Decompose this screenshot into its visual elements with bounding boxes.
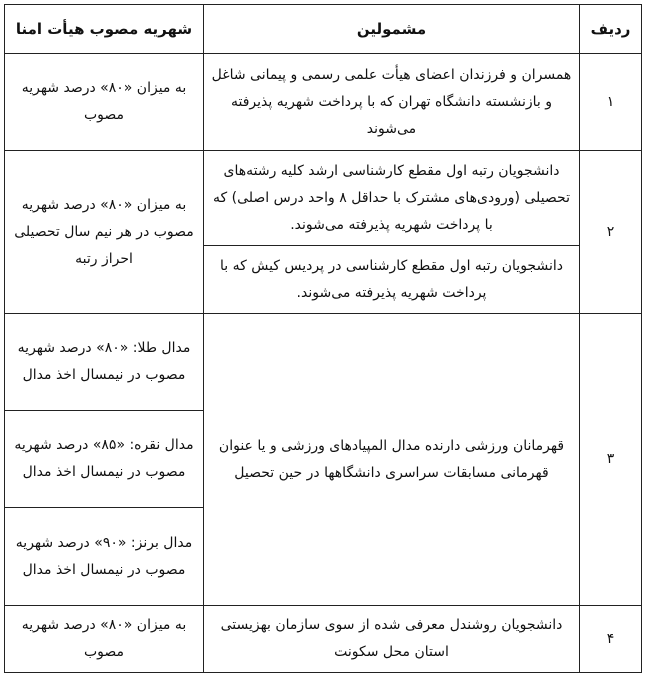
tuition-cell: به میزان «۸۰» درصد شهریه مصوب xyxy=(5,54,204,151)
tuition-discount-table xyxy=(4,4,642,673)
tuition-cell-silver: مدال نقره: «۸۵» درصد شهریه مصوب در نیمسال اخذ مدال xyxy=(5,411,204,508)
tuition-cell: به میزان «۸۰» درصد شهریه مصوب xyxy=(5,606,204,673)
table-row xyxy=(5,54,642,151)
row-index: ۲ xyxy=(580,151,642,314)
tuition-cell-bronze: مدال برنز: «۹۰» درصد شهریه مصوب در نیمسال اخذ مدال xyxy=(5,508,204,606)
row-index: ۳ xyxy=(580,314,642,606)
header-index: ردیف xyxy=(580,5,642,54)
eligible-cell: دانشجویان رتبه اول مقطع کارشناسی ارشد کلیه رشته‌های تحصیلی (ورودی‌های مشترک با حداقل ۸ واحد درس اصلی) که با پرداخت شهریه پذیرفته می‌شوند. xyxy=(204,151,580,246)
table-row xyxy=(5,314,642,411)
table-row xyxy=(5,151,642,246)
row-index: ۱ xyxy=(580,54,642,151)
eligible-cell: همسران و فرزندان اعضای هیأت علمی رسمی و پیمانی شاغل و بازنشسته دانشگاه تهران که با پرداخت شهریه پذیرفته می‌شوند xyxy=(204,54,580,151)
eligible-cell: دانشجویان روشندل معرفی شده از سوی سازمان بهزیستی استان محل سکونت xyxy=(204,606,580,673)
eligible-cell: قهرمانان ورزشی دارنده مدال المپیادهای ورزشی و یا عنوان قهرمانی مسابقات سراسری دانشگاهها در حین تحصیل xyxy=(204,314,580,606)
eligible-cell: دانشجویان رتبه اول مقطع کارشناسی در پردیس کیش که با پرداخت شهریه پذیرفته می‌شوند. xyxy=(204,246,580,314)
tuition-cell: به میزان «۸۰» درصد شهریه مصوب در هر نیم سال تحصیلی احراز رتبه xyxy=(5,151,204,314)
table-row xyxy=(5,606,642,673)
header-tuition: شهریه مصوب هیأت امنا xyxy=(5,5,204,54)
row-index: ۴ xyxy=(580,606,642,673)
table-header-row xyxy=(5,5,642,54)
header-eligible: مشمولین xyxy=(204,5,580,54)
tuition-cell-gold: مدال طلا: «۸۰» درصد شهریه مصوب در نیمسال اخذ مدال xyxy=(5,314,204,411)
